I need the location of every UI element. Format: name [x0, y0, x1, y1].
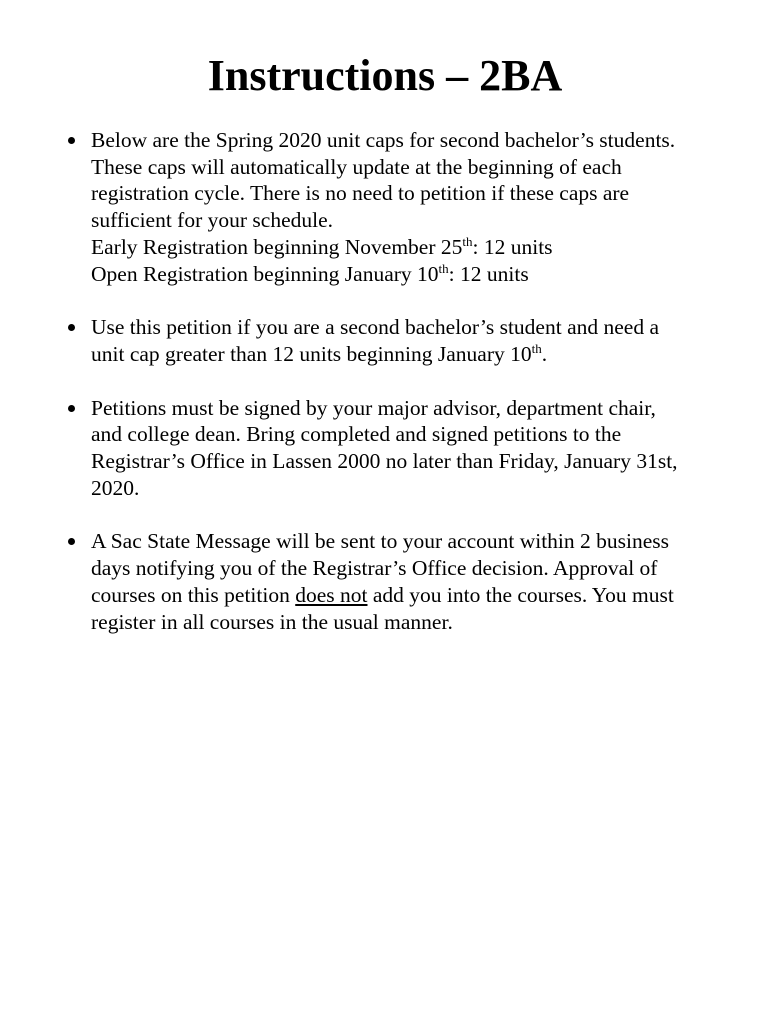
bullet-icon	[68, 324, 75, 331]
signatures-text-line: Petitions must be signed by your major advisor, department chair,	[91, 395, 656, 420]
notification-text-line: days notifying you of the Registrar’s Office decision. Approval of	[91, 556, 658, 581]
bullet-icon	[68, 405, 75, 412]
bullet-icon	[68, 137, 75, 144]
bullet-icon	[68, 538, 75, 545]
instruction-item-unit-caps	[0, 127, 770, 287]
notification-text-line: courses on this petition does not add you into the courses. You must	[91, 582, 674, 607]
instruction-item-signatures	[0, 395, 770, 502]
notification-text-line: A Sac State Message will be sent to your account within 2 business	[91, 529, 670, 554]
unit-caps-text-line: These caps will automatically update at the beginning of each	[91, 154, 622, 179]
instruction-item-petition-use	[0, 314, 770, 367]
open-registration-line: Open Registration beginning January 10th: 12 units	[91, 260, 529, 286]
signatures-text-line: and college dean. Bring completed and signed petitions to the	[91, 422, 622, 447]
signatures-text-line: Registrar’s Office in Lassen 2000 no later than Friday, January 31st,	[91, 449, 678, 474]
instruction-item-notification	[0, 528, 770, 635]
petition-use-text-line: unit cap greater than 12 units beginning January 10th.	[91, 340, 548, 366]
instruction-list	[0, 127, 770, 662]
unit-caps-text-line: Below are the Spring 2020 unit caps for second bachelor’s students.	[91, 128, 676, 152]
page-title: Instructions – 2BA	[207, 51, 563, 100]
notification-text-line: register in all courses in the usual manner.	[91, 609, 453, 634]
early-registration-line: Early Registration beginning November 25th: 12 units	[91, 233, 553, 259]
does-not-emphasis: does not	[295, 582, 368, 607]
unit-caps-text-line: sufficient for your schedule.	[91, 208, 334, 233]
signatures-text-line: 2020.	[91, 475, 140, 500]
unit-caps-text-line: registration cycle. There is no need to petition if these caps are	[91, 181, 630, 206]
petition-use-text-line: Use this petition if you are a second bachelor’s student and need a	[91, 315, 659, 340]
